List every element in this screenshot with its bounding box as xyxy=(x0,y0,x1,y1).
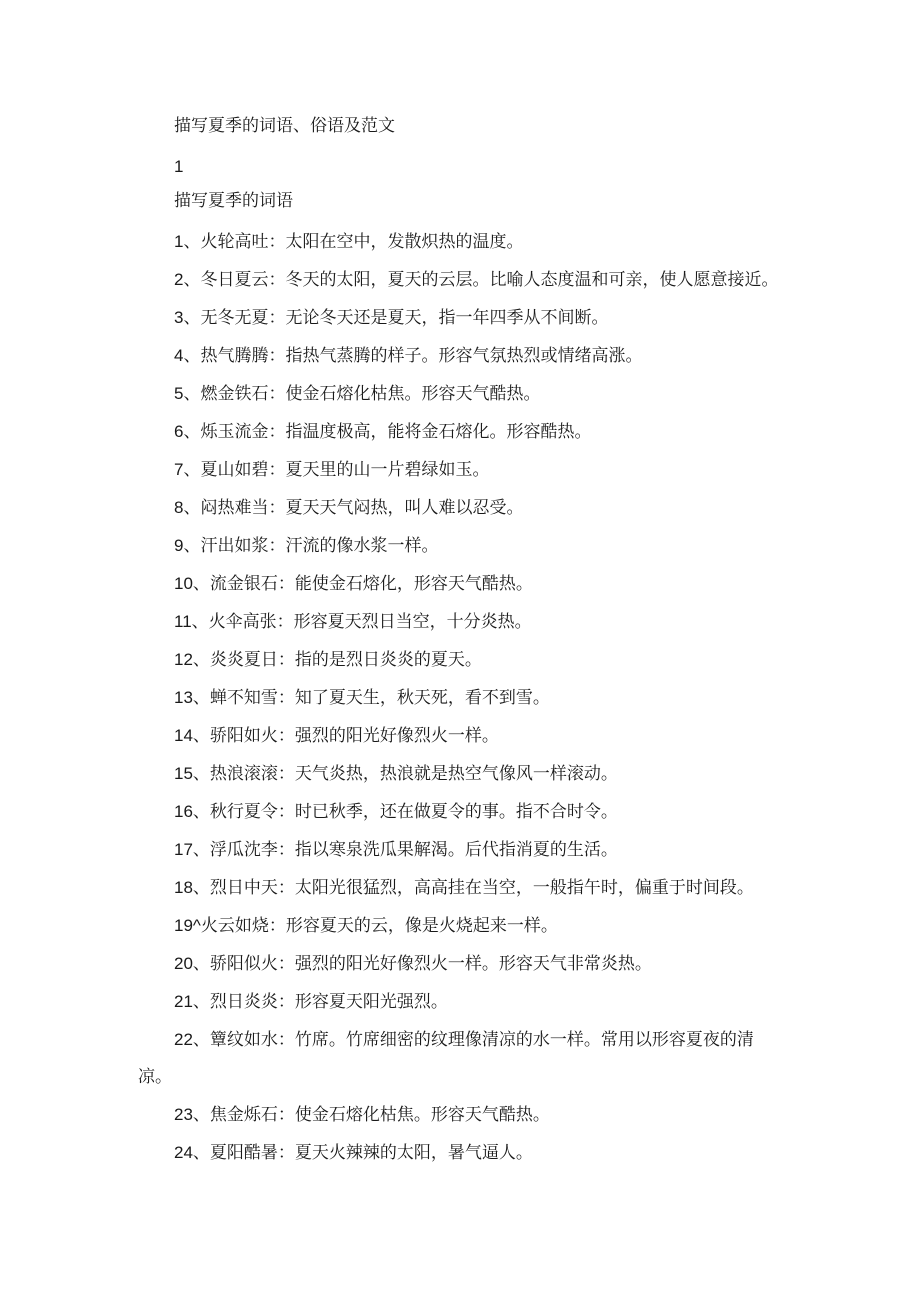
list-item-number: 22、 xyxy=(174,1030,210,1049)
list-item xyxy=(0,413,920,451)
list-item xyxy=(0,299,920,337)
list-item-number: 8、 xyxy=(174,498,201,517)
list-item-text: 夏阳酷暑：夏天火辣辣的太阳，暑气逼人。 xyxy=(209,1143,533,1163)
list-item-number: 9、 xyxy=(174,536,201,555)
list-item-text: 汗出如浆：汗流的像水浆一样。 xyxy=(200,536,439,556)
list-item xyxy=(0,603,920,641)
list-item xyxy=(0,1021,768,1096)
list-item-text: 火伞高张：形容夏天烈日当空，十分炎热。 xyxy=(208,612,532,632)
list-item-text: 热气腾腾：指热气蒸腾的样子。形容气氛热烈或情绪高涨。 xyxy=(200,346,643,366)
list-item-number: 23、 xyxy=(174,1105,210,1124)
list-item-text: 秋行夏令：时已秋季，还在做夏令的事。指不合时令。 xyxy=(209,802,618,822)
list-item-number: 24、 xyxy=(174,1143,210,1162)
list-item-text: 冬日夏云：冬天的太阳，夏天的云层。比喻人态度温和可亲，使人愿意接近。 xyxy=(200,270,779,290)
list-item-text: 簟纹如水：竹席。竹席细密的纹理像清凉的水一样。常用以形容夏夜的清凉。 xyxy=(138,1030,754,1087)
list-item-number: 6、 xyxy=(174,422,201,441)
list-item-number: 21、 xyxy=(174,992,210,1011)
list-item-text: 无冬无夏：无论冬天还是夏天，指一年四季从不间断。 xyxy=(200,308,609,328)
document-title: 描写夏季的词语、俗语及范文 xyxy=(174,116,395,136)
list-item-text: 蝉不知雪：知了夏天生，秋天死，看不到雪。 xyxy=(209,688,550,708)
list-item-number: 10、 xyxy=(174,574,210,593)
list-item xyxy=(0,907,920,945)
section-number: 1 xyxy=(174,157,184,176)
list-item-number: 1、 xyxy=(174,232,201,251)
list-item-text: 烁玉流金：指温度极高，能将金石熔化。形容酷热。 xyxy=(200,422,592,442)
list-item-text: 火云如烧：形容夏天的云，像是火烧起来一样。 xyxy=(200,916,558,936)
list-item-number: 3、 xyxy=(174,308,201,327)
list-item-text: 焦金烁石：使金石熔化枯焦。形容天气酷热。 xyxy=(209,1105,550,1125)
list-item xyxy=(0,1134,920,1172)
list-item xyxy=(0,451,920,489)
list-item xyxy=(0,489,920,527)
list-item-number: 4、 xyxy=(174,346,201,365)
list-item xyxy=(0,261,920,299)
list-item xyxy=(0,945,920,983)
list-item-number: 7、 xyxy=(174,460,201,479)
list-item-number: 17、 xyxy=(174,840,210,859)
list-item-text: 浮瓜沈李：指以寒泉洗瓜果解渴。后代指消夏的生活。 xyxy=(209,840,618,860)
list-item xyxy=(0,793,920,831)
list-item-text: 闷热难当：夏天天气闷热，叫人难以忍受。 xyxy=(200,498,524,518)
list-item-text: 烈日炎炎：形容夏天阳光强烈。 xyxy=(209,992,448,1012)
list-item xyxy=(0,1096,920,1134)
list-item-number: 20、 xyxy=(174,954,210,973)
section-subtitle: 描写夏季的词语 xyxy=(174,191,293,211)
list-item-text: 流金银石：能使金石熔化，形容天气酷热。 xyxy=(209,574,533,594)
list-item-number: 12、 xyxy=(174,650,210,669)
list-item-text: 火轮高吐：太阳在空中，发散炽热的温度。 xyxy=(200,232,524,252)
list-item-number: 16、 xyxy=(174,802,210,821)
list-item-number: 15、 xyxy=(174,764,210,783)
list-item xyxy=(0,679,920,717)
list-item-text: 炎炎夏日：指的是烈日炎炎的夏天。 xyxy=(209,650,482,670)
list-item-text: 燃金铁石：使金石熔化枯焦。形容天气酷热。 xyxy=(200,384,541,404)
list-item xyxy=(0,641,920,679)
list-item xyxy=(0,337,920,375)
list-item xyxy=(0,565,920,603)
list-item-text: 骄阳如火：强烈的阳光好像烈火一样。 xyxy=(209,726,499,746)
list-item-text: 热浪滚滚：天气炎热，热浪就是热空气像风一样滚动。 xyxy=(209,764,618,784)
list-item xyxy=(0,527,920,565)
list-item-text: 烈日中天：太阳光很猛烈，高高挂在当空，一般指午时，偏重于时间段。 xyxy=(209,878,754,898)
list-item-text: 骄阳似火：强烈的阳光好像烈火一样。形容天气非常炎热。 xyxy=(209,954,652,974)
list-item xyxy=(0,223,920,261)
list-item-number: 19^ xyxy=(174,916,201,935)
list-item xyxy=(0,983,920,1021)
list-item-number: 2、 xyxy=(174,270,201,289)
list-item-text: 夏山如碧：夏天里的山一片碧绿如玉。 xyxy=(200,460,490,480)
list-item-number: 18、 xyxy=(174,878,210,897)
list-item xyxy=(0,831,920,869)
list-item-number: 11、 xyxy=(174,612,209,631)
idiom-list xyxy=(0,223,920,1172)
list-item-number: 5、 xyxy=(174,384,201,403)
list-item xyxy=(0,717,920,755)
list-item-number: 14、 xyxy=(174,726,210,745)
list-item xyxy=(0,755,920,793)
list-item xyxy=(0,375,920,413)
list-item xyxy=(0,869,920,907)
list-item-number: 13、 xyxy=(174,688,210,707)
